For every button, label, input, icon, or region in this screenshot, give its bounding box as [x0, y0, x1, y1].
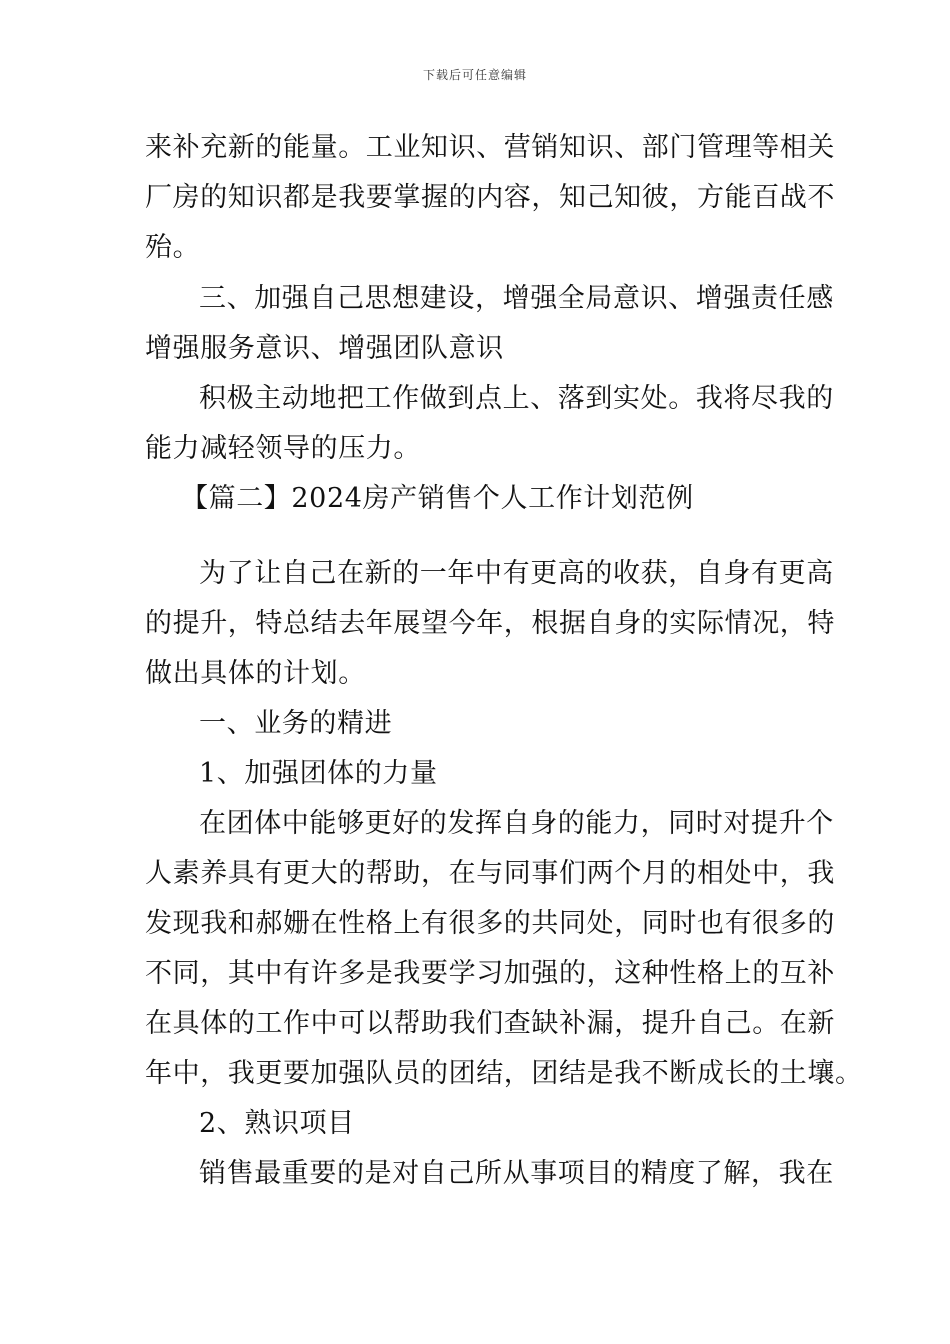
paragraph-line: 人素养具有更大的帮助，在与同事们两个月的相处中，我 [145, 858, 835, 889]
subsection-heading-line: 2、熟识项目 [199, 1108, 355, 1139]
paragraph-line: 不同，其中有许多是我要学习加强的，这种性格上的互补 [145, 958, 835, 989]
paragraph-line: 厂房的知识都是我要掌握的内容，知己知彼，方能百战不 [145, 182, 835, 213]
page-header: 下载后可任意编辑 [422, 68, 527, 82]
paragraph-line: 发现我和郝姗在性格上有很多的共同处，同时也有很多的 [145, 908, 835, 939]
paragraph-line: 为了让自己在新的一年中有更高的收获，自身有更高 [199, 558, 834, 589]
paragraph-line: 在具体的工作中可以帮助我们查缺补漏，提升自己。在新 [145, 1008, 835, 1039]
subsection-heading-line: 1、加强团体的力量 [199, 758, 438, 789]
paragraph-line: 积极主动地把工作做到点上、落到实处。我将尽我的 [199, 383, 834, 414]
section-heading-line: 一、业务的精进 [199, 708, 393, 739]
paragraph-line: 做出具体的计划。 [145, 658, 366, 689]
article-title: 【篇二】2024房产销售个人工作计划范例 [181, 483, 694, 514]
paragraph-line: 在团体中能够更好的发挥自身的能力，同时对提升个 [199, 808, 834, 839]
paragraph-line: 年中，我更要加强队员的团结，团结是我不断成长的土壤。 [145, 1058, 863, 1089]
section-heading-line: 三、加强自己思想建设，增强全局意识、增强责任感 [199, 283, 834, 314]
paragraph-line: 的提升，特总结去年展望今年，根据自身的实际情况，特 [145, 608, 835, 639]
paragraph-line: 来补充新的能量。工业知识、营销知识、部门管理等相关 [145, 132, 835, 163]
paragraph-line: 销售最重要的是对自己所从事项目的精度了解，我在 [199, 1158, 834, 1189]
section-heading-line: 增强服务意识、增强团队意识 [145, 333, 504, 364]
paragraph-line: 能力减轻领导的压力。 [145, 433, 421, 464]
paragraph-line: 殆。 [145, 232, 201, 263]
